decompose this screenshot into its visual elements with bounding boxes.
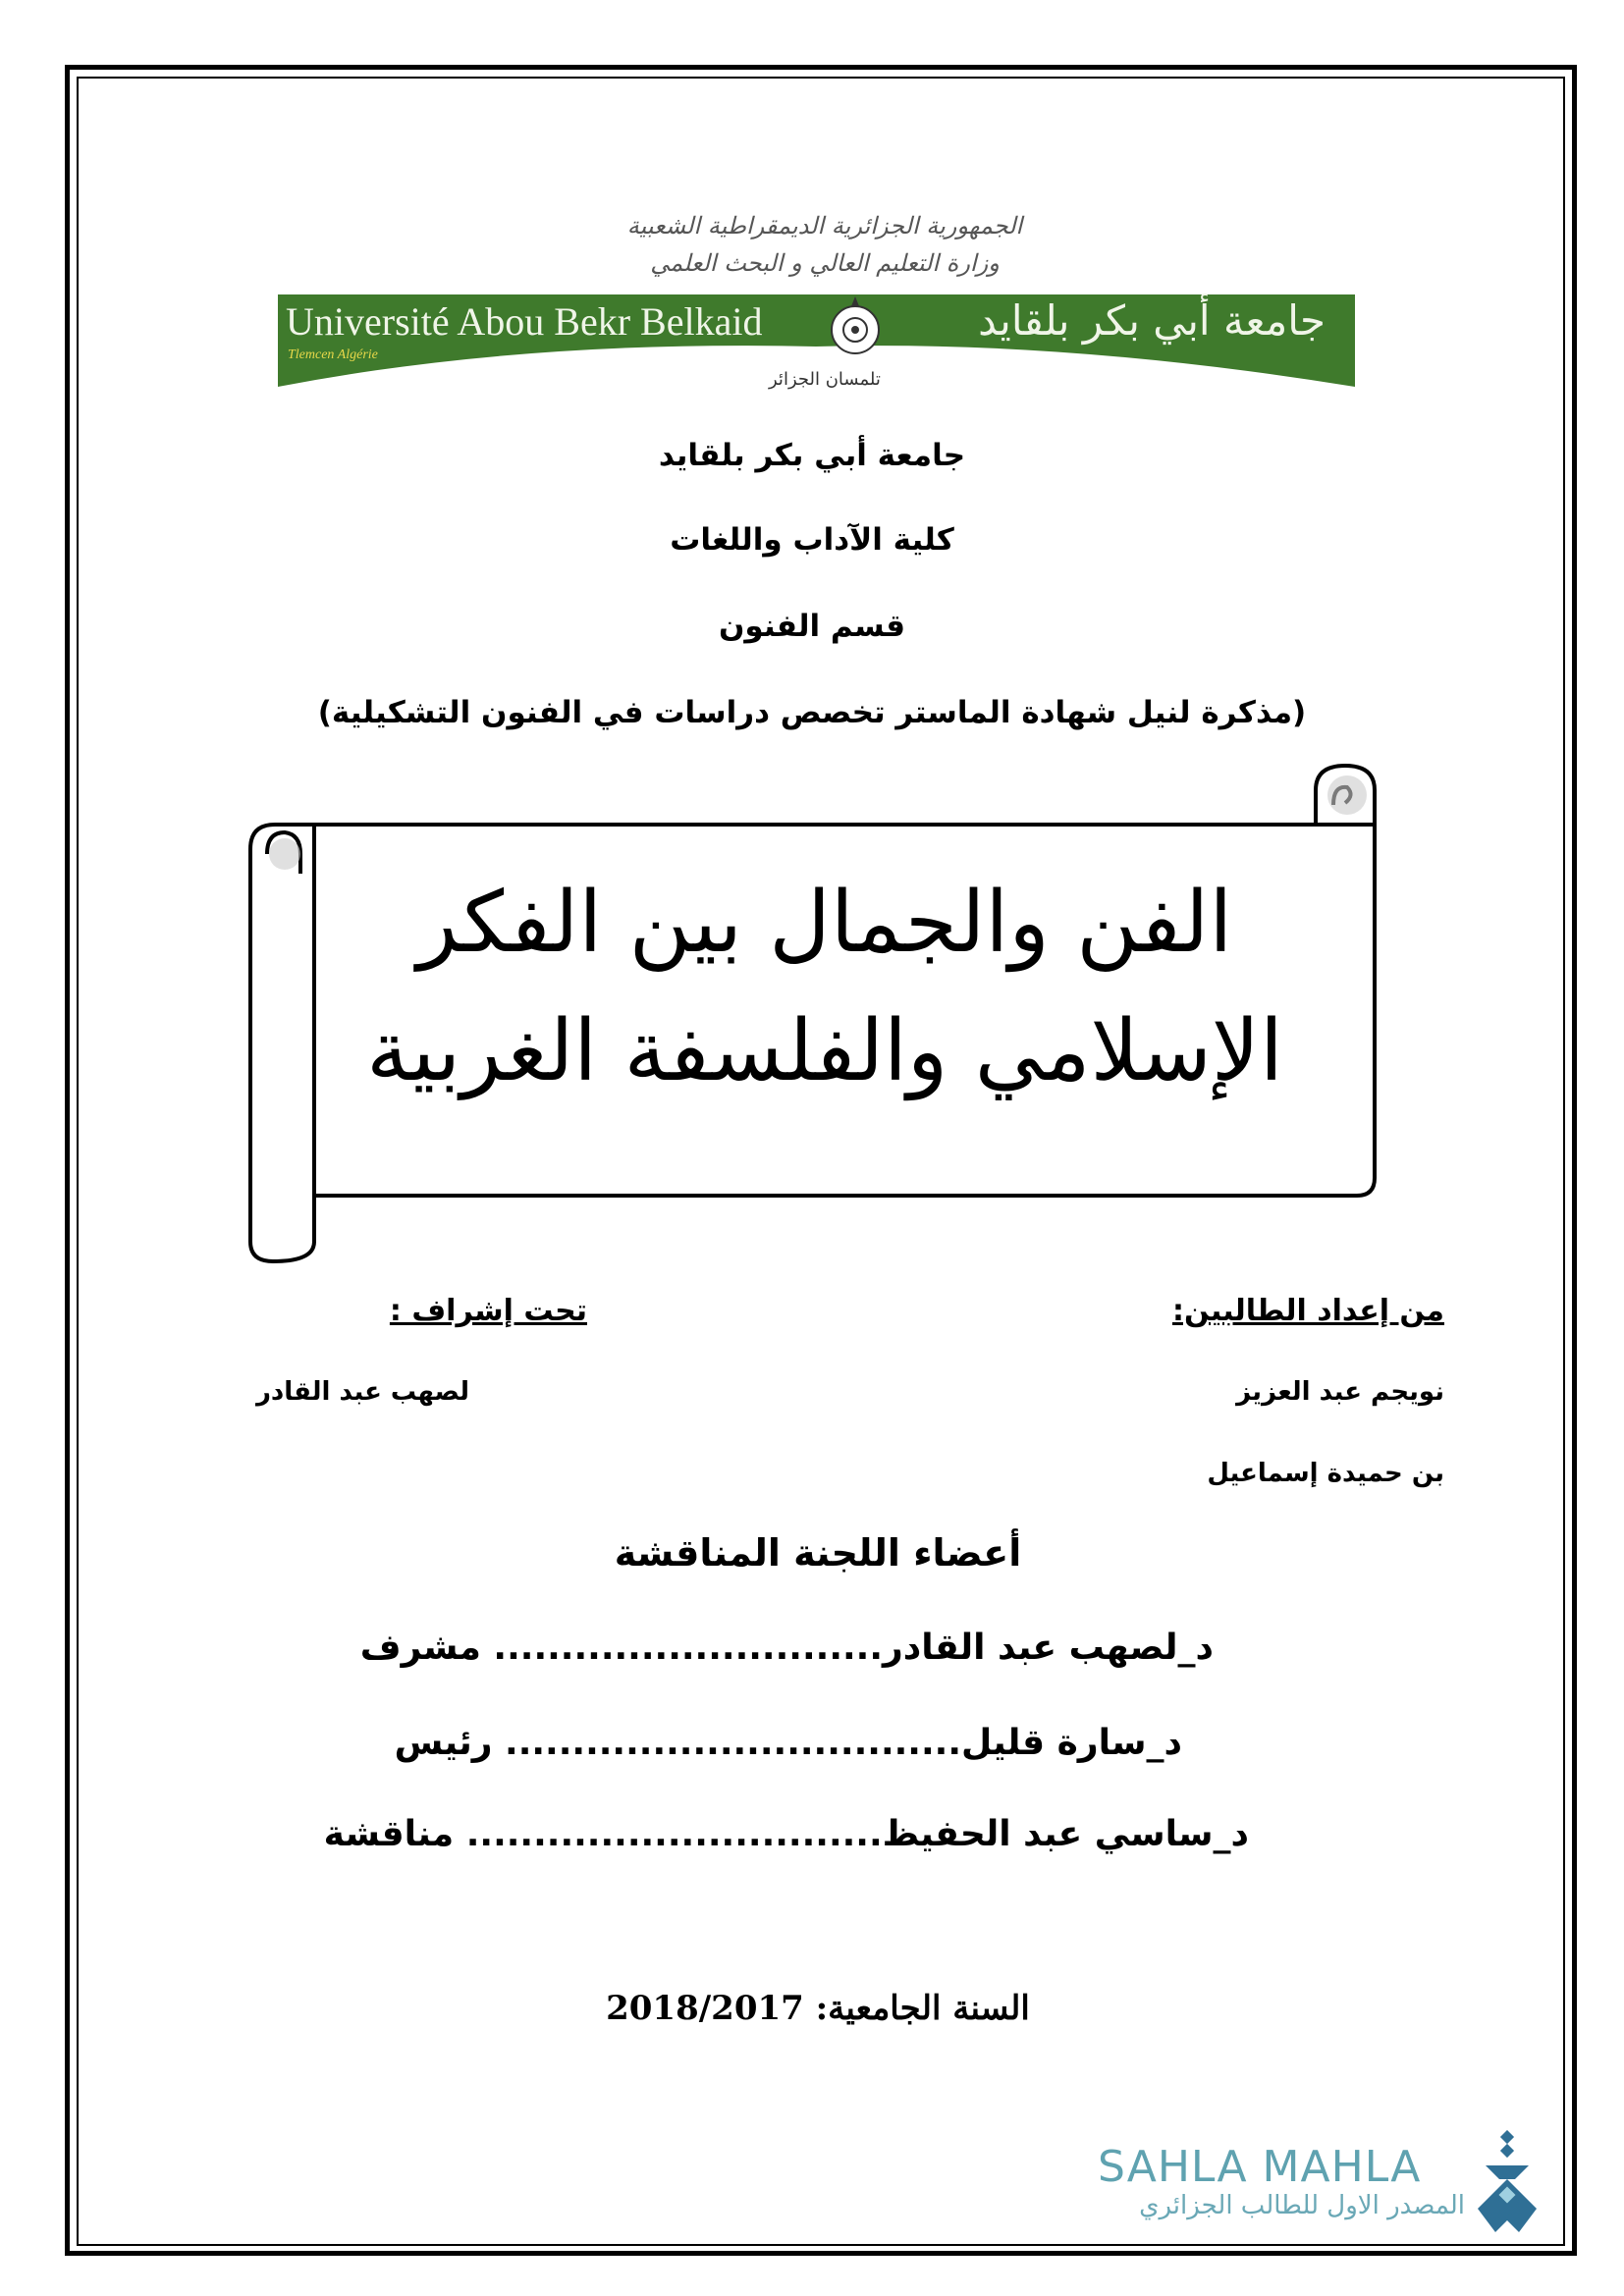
- thesis-note: (مذكرة لنيل شهادة الماستر تخصص دراسات في الفنون التشكيلية): [317, 695, 1307, 730]
- supervisor-name: لصهب عبد القادر: [255, 1377, 469, 1407]
- committee-member: د_ساسي عبد الحفيظ............................... مناقشة: [323, 1814, 1249, 1854]
- committee-heading: أعضاء اللجنة المناقشة: [614, 1531, 1022, 1575]
- thesis-title-line2: الإسلامي والفلسفة الغربية: [366, 1002, 1283, 1100]
- university-name: جامعة أبي بكر بلقايد: [658, 438, 966, 473]
- students-label: من إعداد الطالبين:: [1171, 1294, 1444, 1328]
- watermark-tagline: المصدر الاول للطالب الجزائري: [1139, 2191, 1465, 2220]
- banner-city-arabic: تلمسان الجزائر: [769, 369, 881, 390]
- thesis-title-line1: الفن والجمال بين الفكر: [416, 874, 1233, 972]
- banner-french-name: Université Abou Bekr Belkaid: [286, 299, 763, 344]
- banner-city-latin: Tlemcen Algérie: [288, 347, 378, 362]
- faculty-name: كلية الآداب واللغات: [670, 522, 954, 558]
- committee-member: د_سارة قليل.................................. رئيس: [394, 1723, 1182, 1763]
- student-name: بن حميدة إسماعيل: [1207, 1459, 1444, 1488]
- supervisor-label: تحت إشراف :: [389, 1294, 587, 1328]
- academic-year: السنة الجامعية: 2018/2017: [606, 1989, 1030, 2028]
- watermark-brand: SAHLA MAHLA: [1098, 2142, 1422, 2192]
- ministry-header: وزارة التعليم العالي و البحث العلمي: [650, 249, 1000, 277]
- banner-arabic-name: جامعة أبي بكر بلقايد: [978, 296, 1326, 345]
- university-emblem-icon: [828, 293, 883, 371]
- sahla-mahla-watermark: [1098, 2130, 1540, 2238]
- department-name: قسم الفنون: [718, 609, 906, 644]
- committee-member: د_لصهب عبد القادر............................. مشرف: [359, 1628, 1214, 1668]
- republic-header: الجمهورية الجزائرية الديمقراطية الشعبية: [626, 212, 1023, 240]
- sahla-mahla-logo-icon: [1476, 2130, 1544, 2236]
- university-banner: [278, 293, 1355, 391]
- student-name: نويجم عبد العزيز: [1236, 1377, 1444, 1407]
